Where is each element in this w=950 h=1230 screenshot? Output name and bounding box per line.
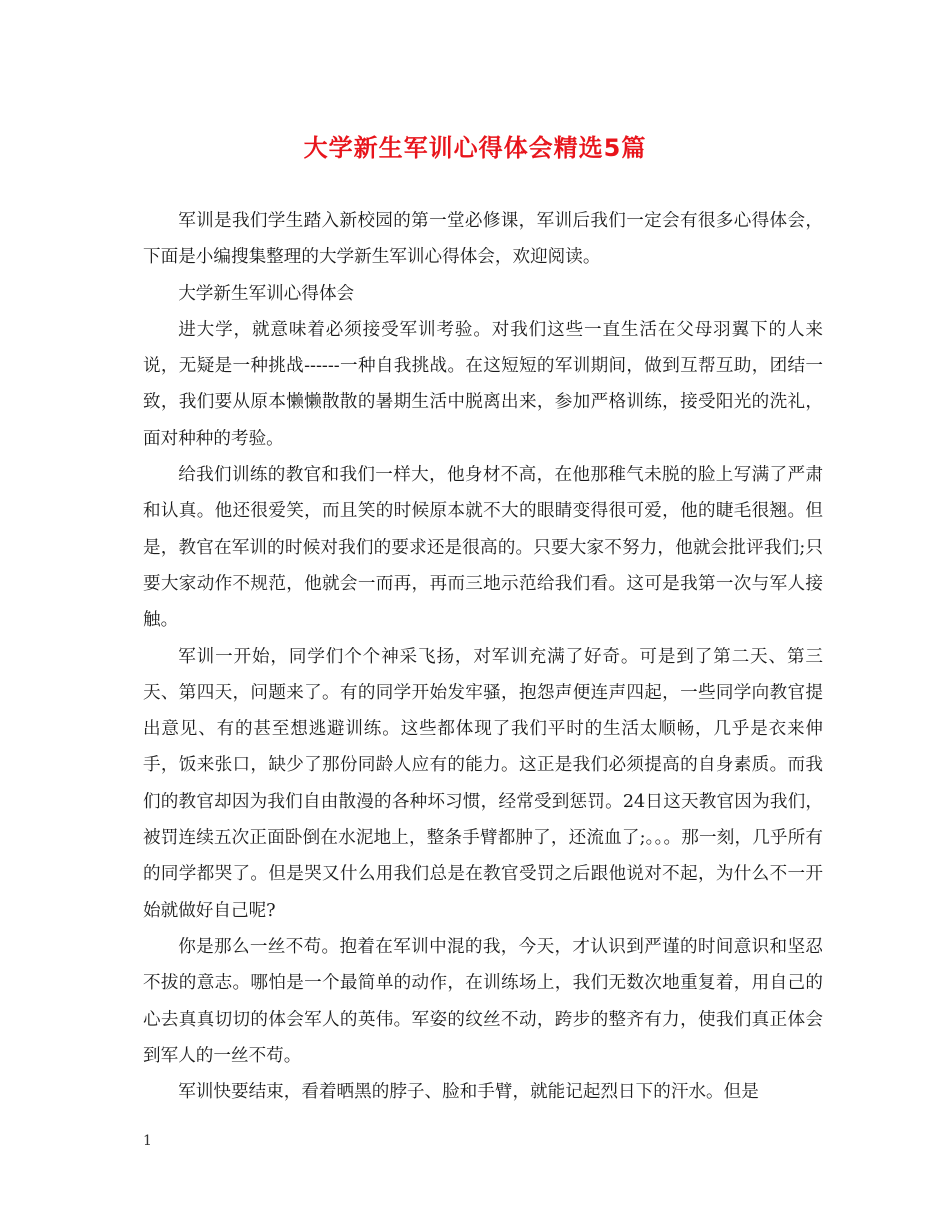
paragraph: 进大学，就意味着必须接受军训考验。对我们这些一直生活在父母羽翼下的人来说，无疑是一种挑战------一种自我挑战。在这短短的军训期间，做到互帮互助，团结一致，我们要从原本懒懒散散的暑期生活中脱离出来，参加严格训练，接受阳光的洗礼，面对种种的考验。 bbox=[143, 319, 823, 449]
paragraph: 军训一开始，同学们个个神采飞扬，对军训充满了好奇。可是到了第二天、第三天、第四天，问题来了。有的同学开始发牢骚，抱怨声便连声四起，一些同学向教官提出意见、有的甚至想逃避训练。这些都体现了我们平时的生活太顺畅，几乎是衣来伸手，饭来张口，缺少了那份同龄人应有的能力。这正是我们必须提高的自身素质。而我们的教官却因为我们自由散漫的各种坏习惯，经常受到惩罚。24日这天教官因为我们，被罚连续五次正面卧倒在水泥地上，整条手臂都肿了，还流血了;。。。那一刻，几乎所有的同学都哭了。但是哭又什么用我们总是在教官受罚之后跟他说对不起，为什么不一开始就做好自己呢? bbox=[143, 646, 823, 921]
document-body bbox=[143, 203, 823, 1110]
page-number: 1 bbox=[143, 1133, 152, 1149]
paragraph: 你是那么一丝不苟。抱着在军训中混的我，今天，才认识到严谨的时间意识和坚忍不拔的意志。哪怕是一个最简单的动作，在训练场上，我们无数次地重复着，用自己的心去真真切切的体会军人的英伟。军姿的纹丝不动，跨步的整齐有力，使我们真正体会到军人的一丝不苟。 bbox=[143, 936, 823, 1066]
page-title: 大学新生军训心得体会精选5篇 bbox=[303, 134, 647, 162]
paragraph: 给我们训练的教官和我们一样大，他身材不高，在他那稚气未脱的脸上写满了严肃和认真。他还很爱笑，而且笑的时候原本就不大的眼睛变得很可爱，他的睫毛很翘。但是，教官在军训的时候对我们的要求还是很高的。只要大家不努力，他就会批评我们;只要大家动作不规范，他就会一而再，再而三地示范给我们看。这可是我第一次与军人接触。 bbox=[143, 465, 823, 631]
section-heading: 大学新生军训心得体会 bbox=[178, 283, 355, 304]
paragraph-intro: 军训是我们学生踏入新校园的第一堂必修课，军训后我们一定会有很多心得体会，下面是小编搜集整理的大学新生军训心得体会，欢迎阅读。 bbox=[143, 211, 823, 268]
paragraph: 军训快要结束，看着晒黑的脖子、脸和手臂，就能记起烈日下的汗水。但是 bbox=[178, 1082, 759, 1103]
